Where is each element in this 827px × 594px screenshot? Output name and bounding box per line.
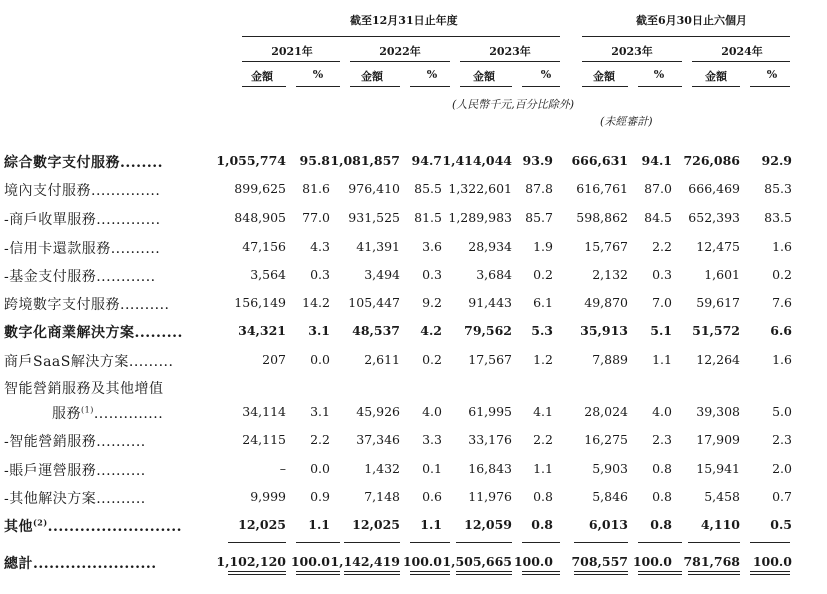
- col-pct-2022: %: [426, 68, 438, 81]
- amount-cell: 37,346: [356, 432, 400, 447]
- row-label: [4, 152, 228, 172]
- amount-cell: 17,909: [696, 432, 740, 447]
- year-rule-2022: [350, 61, 450, 62]
- percent-cell: 0.2: [772, 267, 792, 282]
- percent-cell: 1.1: [652, 352, 672, 367]
- amount-cell: 12,025: [352, 517, 400, 532]
- amount-cell: 33,176: [468, 432, 512, 447]
- amount-cell: 34,321: [238, 323, 286, 338]
- col-rule-amount-2023-h1: [582, 86, 628, 87]
- year-rule-2023-h1: [582, 61, 682, 62]
- amount-cell: 1,505,665: [442, 554, 512, 569]
- amount-cell: 5,458: [704, 489, 740, 504]
- col-rule-amount-2023: [460, 86, 512, 87]
- percent-cell: 83.5: [764, 210, 792, 225]
- amount-cell: 781,768: [683, 554, 740, 569]
- amount-cell: 6,013: [588, 517, 628, 532]
- amount-cell: 15,941: [696, 461, 740, 476]
- year-rule-2021: [242, 61, 340, 62]
- amount-cell: 652,393: [688, 210, 740, 225]
- percent-cell: 84.5: [644, 210, 672, 225]
- row-label: [52, 403, 228, 423]
- col-amount-2023-h1: 金額: [593, 70, 615, 83]
- dot-leader: ..........: [120, 297, 170, 313]
- amount-cell: 28,024: [584, 404, 628, 419]
- percent-cell: 2.3: [772, 432, 792, 447]
- col-rule-pct-2022: [410, 86, 450, 87]
- row-label-text: -信用卡還款服務: [4, 241, 111, 257]
- percent-cell: 1.6: [772, 352, 792, 367]
- amount-cell: 35,913: [580, 323, 628, 338]
- amount-cell: 207: [262, 352, 286, 367]
- amount-cell: 47,156: [242, 239, 286, 254]
- col-rule-amount-2021: [242, 86, 286, 87]
- row-label-text: -賬戶運營服務: [4, 463, 97, 479]
- percent-cell: 5.3: [531, 323, 553, 338]
- amount-cell: 39,308: [696, 404, 740, 419]
- row-label-text: -其他解決方案: [4, 491, 97, 507]
- amount-cell: 15,767: [584, 239, 628, 254]
- amount-cell: 1,289,983: [448, 210, 512, 225]
- percent-cell: 85.7: [525, 210, 553, 225]
- percent-cell: 5.0: [772, 404, 792, 419]
- amount-cell: 726,086: [683, 153, 740, 168]
- percent-cell: 0.0: [310, 352, 330, 367]
- col-pct-2021: %: [312, 68, 324, 81]
- row-label-text: 商戶SaaS解決方案: [4, 354, 129, 370]
- amount-cell: 598,862: [576, 210, 628, 225]
- percent-cell: 4.0: [652, 404, 672, 419]
- amount-cell: 49,870: [584, 295, 628, 310]
- amount-cell: 17,567: [468, 352, 512, 367]
- percent-cell: 0.8: [650, 517, 672, 532]
- percent-cell: 0.6: [422, 489, 442, 504]
- amount-cell: 899,625: [234, 181, 286, 196]
- percent-cell: 0.1: [422, 461, 442, 476]
- row-label: [4, 238, 228, 258]
- year-rule-2024-h1: [692, 61, 790, 62]
- amount-cell: 28,934: [468, 239, 512, 254]
- unit-note: (人民幣千元,百分比除外): [452, 98, 575, 111]
- percent-cell: 87.0: [644, 181, 672, 196]
- header-halfyear-group: 截至6月30日止六個月: [636, 14, 747, 27]
- table-row: [0, 152, 827, 172]
- percent-cell: 77.0: [302, 210, 330, 225]
- row-label-text: 境內支付服務: [4, 183, 91, 199]
- col-rule-pct-2023-h1: [638, 86, 682, 87]
- row-label-text: 總計: [4, 556, 33, 572]
- dot-leader: .......................: [33, 556, 157, 572]
- amount-cell: 11,976: [468, 489, 512, 504]
- dot-leader: .........................: [47, 519, 182, 535]
- percent-cell: 92.9: [761, 153, 792, 168]
- percent-cell: 7.6: [772, 295, 792, 310]
- amount-cell: 156,149: [234, 295, 286, 310]
- dot-leader: .........: [134, 325, 183, 341]
- percent-cell: 9.2: [422, 295, 442, 310]
- row-label: [4, 180, 228, 200]
- amount-cell: 2,611: [364, 352, 400, 367]
- percent-cell: 100.0: [632, 554, 672, 569]
- header-annual-group: 截至12月31日止年度: [350, 14, 458, 27]
- col-rule-amount-2024-h1: [692, 86, 740, 87]
- percent-cell: 4.2: [420, 323, 442, 338]
- amount-cell: 2,132: [592, 267, 628, 282]
- amount-cell: 12,025: [238, 517, 286, 532]
- percent-cell: 1.1: [533, 461, 553, 476]
- percent-cell: 95.8: [299, 153, 330, 168]
- dot-leader: ..........: [96, 434, 146, 450]
- percent-cell: 1.9: [533, 239, 553, 254]
- row-label-text: -商戶收單服務: [4, 212, 97, 228]
- col-amount-2023: 金額: [473, 70, 495, 83]
- row-label-text: 其他: [4, 519, 33, 535]
- dot-leader: ............: [96, 269, 156, 285]
- table-row: [0, 460, 827, 480]
- header-annual-rule: [242, 36, 560, 37]
- row-label-text: 服務: [52, 406, 81, 422]
- row-label-text: 跨境數字支付服務: [4, 297, 120, 313]
- percent-cell: 94.7: [411, 153, 442, 168]
- year-header-2022: 2022年: [379, 45, 421, 58]
- col-amount-2021: 金額: [251, 70, 273, 83]
- percent-cell: 6.1: [533, 295, 553, 310]
- percent-cell: 87.8: [525, 181, 553, 196]
- percent-cell: 1.6: [772, 239, 792, 254]
- amount-cell: 3,494: [364, 267, 400, 282]
- table-row: [0, 351, 827, 371]
- amount-cell: 41,391: [356, 239, 400, 254]
- table-row: [0, 294, 827, 314]
- amount-cell: 616,761: [576, 181, 628, 196]
- amount-cell: 12,475: [696, 239, 740, 254]
- row-label-text: 智能營銷服務及其他增值: [4, 381, 164, 397]
- col-rule-amount-2022: [350, 86, 400, 87]
- amount-cell: 1,055,774: [216, 153, 286, 168]
- percent-cell: 3.3: [422, 432, 442, 447]
- amount-cell: 45,926: [356, 404, 400, 419]
- percent-cell: 2.2: [533, 432, 553, 447]
- amount-cell: 9,999: [250, 489, 286, 504]
- percent-cell: 0.3: [422, 267, 442, 282]
- percent-cell: 6.6: [770, 323, 792, 338]
- percent-cell: 5.1: [650, 323, 672, 338]
- year-header-2021: 2021年: [271, 45, 313, 58]
- amount-cell: 7,148: [364, 489, 400, 504]
- amount-cell: 708,557: [571, 554, 628, 569]
- amount-cell: 3,684: [476, 267, 512, 282]
- row-label: [4, 294, 228, 314]
- percent-cell: 3.1: [308, 323, 330, 338]
- percent-cell: 4.0: [422, 404, 442, 419]
- amount-cell: 105,447: [348, 295, 400, 310]
- percent-cell: 3.6: [422, 239, 442, 254]
- row-label: [4, 488, 228, 508]
- amount-cell: 1,081,857: [330, 153, 400, 168]
- amount-cell: 16,275: [584, 432, 628, 447]
- table-row: [0, 553, 827, 573]
- amount-cell: 5,846: [592, 489, 628, 504]
- percent-cell: 81.5: [414, 210, 442, 225]
- row-label: [4, 553, 228, 573]
- year-header-2023: 2023年: [489, 45, 531, 58]
- amount-cell: 931,525: [348, 210, 400, 225]
- amount-cell: 79,562: [464, 323, 512, 338]
- percent-cell: 0.8: [533, 489, 553, 504]
- year-rule-2023: [460, 61, 560, 62]
- percent-cell: 0.2: [533, 267, 553, 282]
- amount-cell: 34,114: [242, 404, 286, 419]
- percent-cell: 0.0: [310, 461, 330, 476]
- col-pct-2023: %: [540, 68, 552, 81]
- table-row: [0, 322, 827, 342]
- percent-cell: 100.0: [513, 554, 553, 569]
- percent-cell: 0.8: [652, 489, 672, 504]
- amount-cell: 976,410: [348, 181, 400, 196]
- dot-leader: ..........: [96, 463, 146, 479]
- col-pct-2024-h1: %: [766, 68, 778, 81]
- percent-cell: 94.1: [641, 153, 672, 168]
- table-row: [0, 516, 827, 536]
- amount-cell: 848,905: [234, 210, 286, 225]
- header-halfyear-rule: [582, 36, 790, 37]
- amount-cell: 1,414,044: [442, 153, 512, 168]
- row-label: [4, 516, 228, 536]
- percent-cell: 7.0: [652, 295, 672, 310]
- amount-cell: 1,601: [704, 267, 740, 282]
- percent-cell: 1.1: [420, 517, 442, 532]
- table-row: [0, 238, 827, 258]
- percent-cell: 0.8: [652, 461, 672, 476]
- table-row: [0, 431, 827, 451]
- amount-cell: 5,903: [592, 461, 628, 476]
- row-label-text: 數字化商業解決方案: [4, 325, 135, 341]
- year-header-2023-h1: 2023年: [611, 45, 653, 58]
- row-label-text: -智能營銷服務: [4, 434, 97, 450]
- percent-cell: 2.3: [652, 432, 672, 447]
- dot-leader: ........: [120, 155, 163, 171]
- row-label-text: -基金支付服務: [4, 269, 97, 285]
- col-rule-pct-2024-h1: [750, 86, 790, 87]
- row-label-text: 綜合數字支付服務: [4, 155, 120, 171]
- percent-cell: 2.0: [772, 461, 792, 476]
- table-row: [0, 209, 827, 229]
- table-row: [0, 488, 827, 508]
- row-label: [4, 322, 228, 342]
- percent-cell: 2.2: [310, 432, 330, 447]
- percent-cell: 0.8: [531, 517, 553, 532]
- col-pct-2023-h1: %: [653, 68, 665, 81]
- table-row: [0, 378, 827, 398]
- table-row: [0, 266, 827, 286]
- row-label: [4, 209, 228, 229]
- amount-cell: 91,443: [468, 295, 512, 310]
- table-row: [0, 180, 827, 200]
- row-label: [4, 460, 228, 480]
- percent-cell: 0.5: [770, 517, 792, 532]
- dot-leader: ..............: [93, 406, 164, 422]
- percent-cell: 0.7: [772, 489, 792, 504]
- col-amount-2022: 金額: [361, 70, 383, 83]
- row-label: [4, 431, 228, 451]
- row-label: [4, 378, 228, 398]
- percent-cell: 14.2: [302, 295, 330, 310]
- amount-cell: –: [279, 461, 286, 476]
- amount-cell: 24,115: [242, 432, 286, 447]
- amount-cell: 1,432: [364, 461, 400, 476]
- percent-cell: 100.0: [752, 554, 792, 569]
- percent-cell: 0.9: [310, 489, 330, 504]
- dot-leader: .............: [96, 212, 161, 228]
- col-amount-2024-h1: 金額: [705, 70, 727, 83]
- amount-cell: 666,469: [688, 181, 740, 196]
- percent-cell: 0.2: [422, 352, 442, 367]
- amount-cell: 12,264: [696, 352, 740, 367]
- percent-cell: 1.2: [533, 352, 553, 367]
- col-rule-pct-2023: [522, 86, 560, 87]
- percent-cell: 93.9: [522, 153, 553, 168]
- amount-cell: 1,322,601: [448, 181, 512, 196]
- dot-leader: ..........: [96, 491, 146, 507]
- amount-cell: 3,564: [250, 267, 286, 282]
- year-header-2024-h1: 2024年: [721, 45, 763, 58]
- amount-cell: 61,995: [468, 404, 512, 419]
- percent-cell: 1.1: [308, 517, 330, 532]
- footnote-marker: (2): [33, 517, 48, 528]
- amount-cell: 666,631: [571, 153, 628, 168]
- amount-cell: 12,059: [464, 517, 512, 532]
- unaudited-note: (未經審計): [600, 115, 653, 128]
- percent-cell: 81.6: [302, 181, 330, 196]
- percent-cell: 100.0: [402, 554, 442, 569]
- row-label: [4, 266, 228, 286]
- footnote-marker: (1): [81, 405, 94, 415]
- dot-leader: ..........: [110, 241, 161, 257]
- table-row: [0, 403, 827, 423]
- amount-cell: 4,110: [700, 517, 740, 532]
- dot-leader: ..............: [91, 183, 161, 199]
- amount-cell: 16,843: [468, 461, 512, 476]
- amount-cell: 7,889: [592, 352, 628, 367]
- amount-cell: 1,142,419: [330, 554, 400, 569]
- amount-cell: 51,572: [692, 323, 740, 338]
- percent-cell: 85.5: [414, 181, 442, 196]
- percent-cell: 3.1: [310, 404, 330, 419]
- amount-cell: 1,102,120: [216, 554, 286, 569]
- row-label: [4, 351, 228, 371]
- percent-cell: 100.0: [290, 554, 330, 569]
- percent-cell: 85.3: [764, 181, 792, 196]
- amount-cell: 59,617: [696, 295, 740, 310]
- percent-cell: 4.3: [310, 239, 330, 254]
- dot-leader: .........: [128, 354, 174, 370]
- percent-cell: 0.3: [652, 267, 672, 282]
- amount-cell: 48,537: [352, 323, 400, 338]
- col-rule-pct-2021: [296, 86, 340, 87]
- percent-cell: 4.1: [533, 404, 553, 419]
- percent-cell: 0.3: [310, 267, 330, 282]
- percent-cell: 2.2: [652, 239, 672, 254]
